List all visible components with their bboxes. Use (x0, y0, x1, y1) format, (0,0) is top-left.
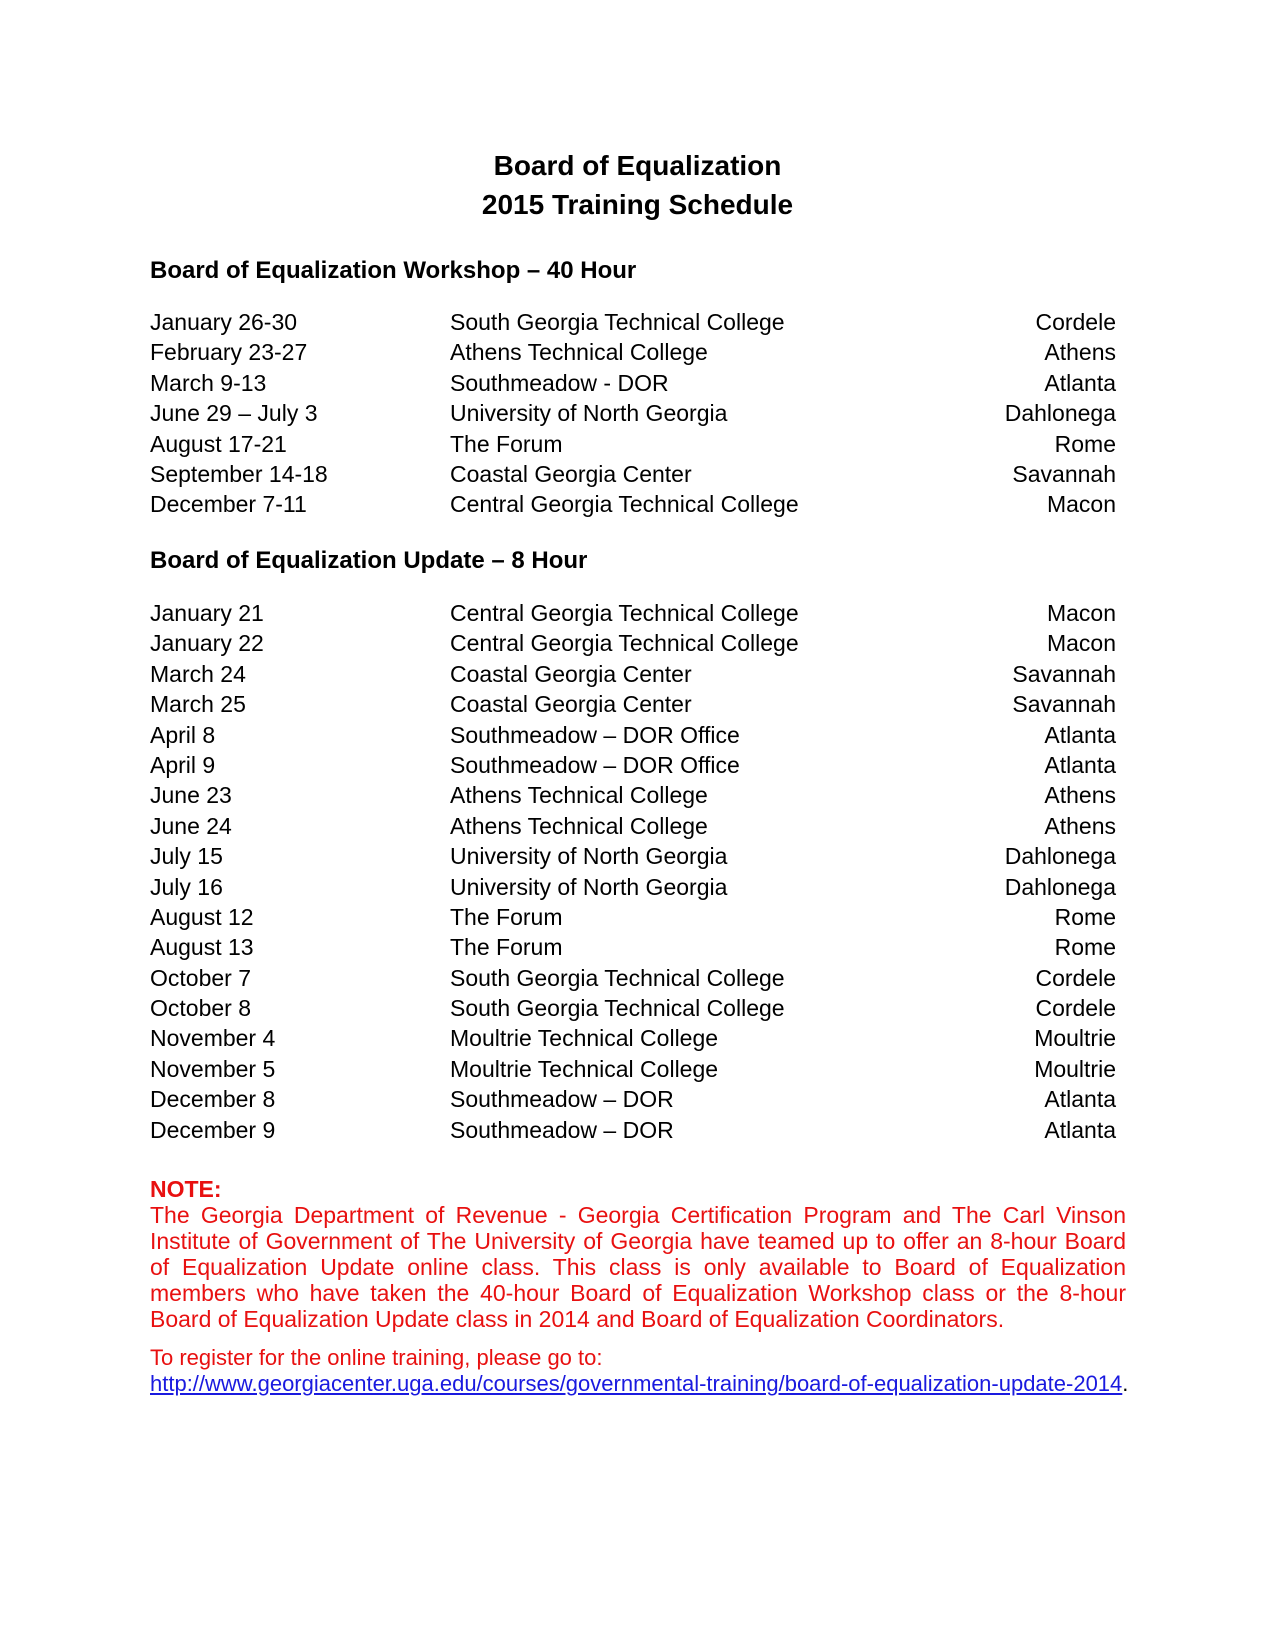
row-city: Atlanta (1044, 1086, 1116, 1113)
schedule-row (150, 459, 1116, 489)
schedule-row (150, 750, 1116, 780)
row-city: Athens (1044, 812, 1116, 839)
row-city: Cordele (1035, 995, 1116, 1022)
schedule-row (150, 689, 1116, 719)
row-city: Macon (1046, 600, 1116, 626)
schedule-row (150, 720, 1116, 750)
workshop-heading: Board of Equalization Workshop – 40 Hour (150, 257, 637, 284)
row-date: August 17-21 (150, 430, 287, 457)
row-venue: Southmeadow – DOR Office (450, 721, 740, 748)
row-date: July 16 (150, 873, 223, 900)
row-city: Atlanta (1044, 369, 1116, 396)
row-date: August 12 (150, 903, 254, 930)
workshop-schedule (150, 307, 1116, 520)
schedule-row (150, 659, 1116, 689)
note-label: NOTE: (150, 1176, 222, 1202)
row-venue: Southmeadow – DOR (450, 1116, 674, 1143)
row-city: Dahlonega (1004, 400, 1116, 427)
row-venue: Athens Technical College (450, 339, 708, 366)
row-city: Savannah (1012, 691, 1116, 718)
row-venue: Coastal Georgia Center (450, 691, 692, 718)
row-date: January 26-30 (150, 309, 298, 335)
row-date: September 14-18 (150, 460, 328, 487)
row-venue: Southmeadow - DOR (450, 369, 669, 396)
row-date: April 9 (150, 751, 216, 778)
schedule-row (150, 337, 1116, 367)
row-date: January 22 (150, 630, 264, 657)
row-date: June 24 (150, 812, 232, 839)
row-city: Savannah (1012, 660, 1116, 687)
row-date: March 9-13 (150, 369, 267, 396)
row-venue: University of North Georgia (450, 843, 728, 870)
row-venue: The Forum (450, 430, 563, 457)
row-date: April 8 (150, 721, 216, 748)
row-date: November 5 (150, 1055, 276, 1082)
row-venue: Athens Technical College (450, 782, 708, 809)
row-venue: Central Georgia Technical College (450, 630, 799, 657)
row-city: Cordele (1035, 964, 1116, 991)
schedule-row (150, 963, 1116, 993)
title-line-2: 2015 Training Schedule (481, 189, 794, 220)
note-block (150, 1176, 1126, 1332)
row-city: Rome (1054, 934, 1116, 961)
title-line-1: Board of Equalization (493, 150, 782, 181)
row-date: June 29 – July 3 (150, 400, 318, 427)
row-city: Dahlonega (1004, 873, 1116, 900)
row-city: Atlanta (1044, 721, 1116, 748)
schedule-row (150, 811, 1116, 841)
row-date: August 13 (150, 934, 254, 961)
schedule-row (150, 1054, 1116, 1084)
schedule-row (150, 368, 1116, 398)
row-city: Rome (1054, 430, 1116, 457)
row-venue: Coastal Georgia Center (450, 460, 692, 487)
row-venue: Moultrie Technical College (450, 1025, 719, 1052)
schedule-row (150, 628, 1116, 658)
schedule-row (150, 841, 1116, 871)
row-city: Savannah (1012, 460, 1116, 487)
row-venue: Central Georgia Technical College (450, 491, 799, 518)
row-date: March 24 (150, 660, 246, 687)
register-link-line (150, 1371, 1150, 1397)
row-city: Athens (1044, 782, 1116, 809)
register-trailing: . (1122, 1371, 1129, 1396)
row-city: Athens (1044, 339, 1116, 366)
row-venue: Moultrie Technical College (450, 1055, 719, 1082)
row-city: Atlanta (1044, 1116, 1116, 1143)
register-text: To register for the online training, please go to: (150, 1345, 603, 1370)
row-venue: South Georgia Technical College (450, 309, 785, 335)
row-city: Dahlonega (1004, 843, 1116, 870)
schedule-row (150, 398, 1116, 428)
row-venue: Central Georgia Technical College (450, 600, 799, 626)
register-link[interactable]: http://www.georgiacenter.uga.edu/courses/governmental-training/board-of-equalization-update-2014 (150, 1371, 1123, 1396)
schedule-row (150, 932, 1116, 962)
schedule-row (150, 307, 1116, 337)
row-date: October 7 (150, 964, 251, 991)
schedule-row (150, 1023, 1116, 1053)
update-heading: Board of Equalization Update – 8 Hour (150, 547, 588, 574)
row-city: Cordele (1035, 309, 1116, 335)
row-venue: The Forum (450, 934, 563, 961)
row-venue: Athens Technical College (450, 812, 708, 839)
schedule-row (150, 1115, 1116, 1145)
row-date: December 7-11 (150, 491, 307, 518)
schedule-row (150, 993, 1116, 1023)
document-title (0, 146, 1275, 224)
schedule-row (150, 872, 1116, 902)
row-city: Moultrie (1034, 1025, 1116, 1052)
row-venue: The Forum (450, 903, 563, 930)
note-body: The Georgia Department of Revenue - Georgia Certification Program and The Carl Vinson Institute of Government of The University of Georgia have teamed up to offer an 8-hour Board of Equalization Update online class. This class is only available to Board of Equalization members who have taken the 40-hour Board of Equalization Workshop class or the 8-hour Board of Equalization Update class in 2014 and Board of Equalization Coordinators. (150, 1202, 1126, 1332)
row-city: Moultrie (1034, 1055, 1116, 1082)
schedule-row (150, 902, 1116, 932)
row-venue: University of North Georgia (450, 400, 728, 427)
row-city: Rome (1054, 903, 1116, 930)
row-date: March 25 (150, 691, 246, 718)
row-venue: Coastal Georgia Center (450, 660, 692, 687)
row-venue: Southmeadow – DOR Office (450, 751, 740, 778)
schedule-row (150, 429, 1116, 459)
update-schedule (150, 598, 1116, 1145)
row-city: Atlanta (1044, 751, 1116, 778)
row-date: December 9 (150, 1116, 276, 1143)
row-date: December 8 (150, 1086, 276, 1113)
row-city: Macon (1046, 491, 1116, 518)
row-date: February 23-27 (150, 339, 308, 366)
schedule-row (150, 489, 1116, 519)
row-date: July 15 (150, 843, 223, 870)
row-venue: South Georgia Technical College (450, 964, 785, 991)
schedule-row (150, 1084, 1116, 1114)
row-date: November 4 (150, 1025, 276, 1052)
row-venue: South Georgia Technical College (450, 995, 785, 1022)
register-block (150, 1345, 1150, 1397)
schedule-row (150, 598, 1116, 628)
row-venue: Southmeadow – DOR (450, 1086, 674, 1113)
row-city: Macon (1046, 630, 1116, 657)
schedule-row (150, 780, 1116, 810)
row-date: January 21 (150, 600, 264, 626)
row-date: October 8 (150, 995, 251, 1022)
row-date: June 23 (150, 782, 232, 809)
row-venue: University of North Georgia (450, 873, 728, 900)
